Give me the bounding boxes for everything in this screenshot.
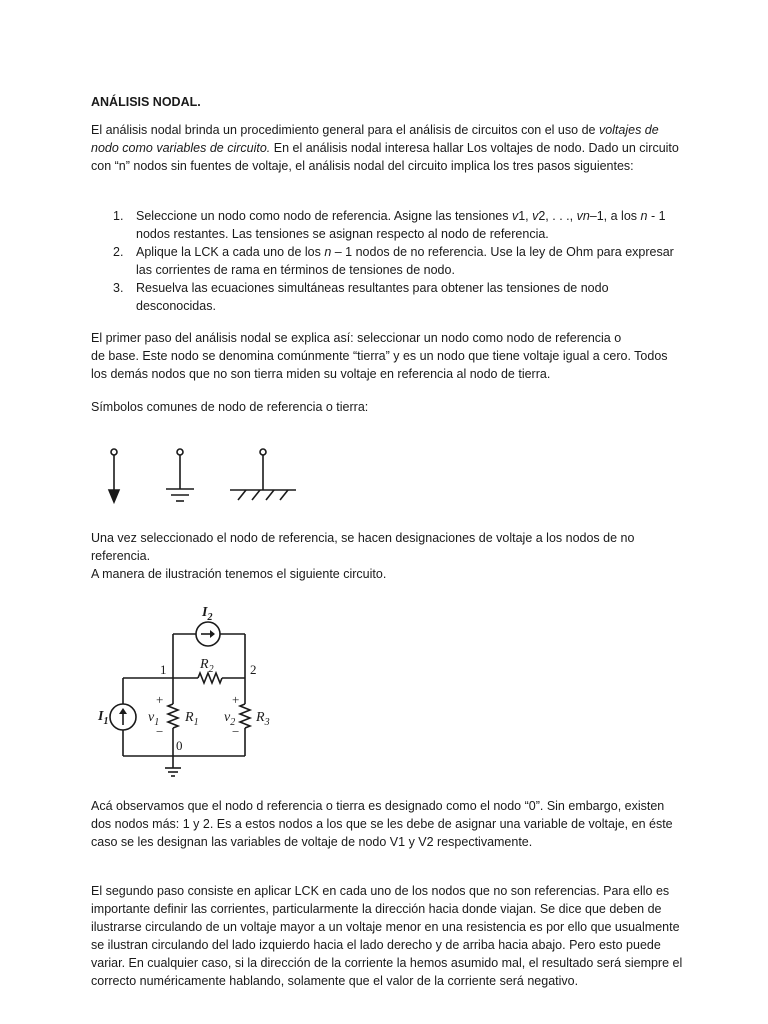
first-step-line: El primer paso del análisis nodal se explica así: seleccionar un nodo como nodo de referencia o [91,331,622,345]
illustration-text: A manera de ilustración tenemos el siguiente circuito. [91,567,387,581]
ground-symbols-figure [100,440,310,510]
node-label-1: 1 [160,662,167,677]
node-label-0: 0 [176,738,183,753]
steps-list [91,207,681,315]
label-i2: $I_2$ [202,605,213,623]
list-item-number: 2. [113,245,124,259]
step-text: Aplique la LCK a cada uno de los [136,245,325,259]
label-r2: $R_2$ [200,657,214,675]
step-text: 2, . . ., [538,209,577,223]
resistor-r1 [168,704,178,728]
step-text: 1, [518,209,533,223]
intro-emphasis: voltajes de nodo como variables de circuito. [91,123,659,155]
step-var: n [324,245,332,259]
arrowhead-i1 [119,708,127,714]
observation-paragraph: Acá observamos que el nodo d referencia o tierra es designado como el nodo “0”. Sin embargo, existen dos nodos más: 1 y 2. Es a estos nodos a los que se les debe de asignar una variable de voltaje, en éste caso se les designan las variables de voltaje de nodo V1 y V2 respectivamente. [91,799,673,849]
intro-paragraph [91,121,683,175]
step-var: v [532,209,539,223]
list-item [91,243,681,279]
minus-sign-v1: − [156,724,164,739]
step-text: Seleccione un nodo como nodo de referencia. Asigne las tensiones [136,209,512,223]
step-text: Resuelva las ecuaciones simultáneas resultantes para obtener las tensiones de nodo desconocidas. [136,281,609,313]
designation-paragraph [91,529,683,583]
step-text: –1, a los [589,209,641,223]
label-v2: $v_2$ [224,710,236,728]
step-var: n [640,209,648,223]
circuit-diagram [90,598,290,784]
list-item [91,207,681,243]
first-step-paragraph [91,329,683,383]
symbols-title: Símbolos comunes de nodo de referencia o tierra: [91,400,369,414]
label-v1: $v_1$ [148,710,160,728]
list-item-number: 1. [113,209,124,223]
intro-text-part2: En el análisis nodal interesa hallar Los voltajes de nodo. Dado un circuito con “n” nodos sin fuentes de voltaje, el análisis nodal del circuito implica los tres pasos siguientes: [91,141,679,173]
second-step-paragraph: El segundo paso consiste en aplicar LCK en cada uno de los nodos que no son referencias. Para ello es importante definir las corrientes, particularmente la dirección hacia donde viajan. Se dice que deben de ilustrarse circulando de un voltaje mayor a un voltaje menor en una resistencia es por ello que usualmente se ilustran circulando del lado izquierdo hacia el lado derecho y de arriba hacia abajo. Pero esto puede variar. En cualquier caso, si la dirección de la corriente la hemos asumido mal, el resultado será siempre el correcto numéricamente hablando, solamente que el valor de la corriente será negativo. [91,884,683,988]
minus-sign-v2: − [232,724,240,739]
node-label-2: 2 [250,662,257,677]
plus-sign-v2: + [232,692,240,707]
ground-symbol-arrow [109,449,119,502]
list-item-number: 3. [113,281,124,295]
step-var: v [511,209,519,223]
step-text: – 1 nodos de no referencia. Use la ley de Ohm para expresar las corrientes de rama en términos de tensiones de nodo. [136,245,674,277]
arrowhead-i2 [210,630,215,638]
step-var: vn [576,209,590,223]
label-i1: $I_1$ [98,709,109,727]
plus-sign-v1: + [156,692,164,707]
ground-symbol-chassis [230,449,296,500]
label-r1: $R_1$ [185,710,199,728]
first-step-line: de base. Este nodo se denomina comúnmente “tierra” y es un nodo que tiene voltaje igual a cero. Todos los demás nodos que no son tierra miden su voltaje en referencia al nodo de tierra. [91,349,668,381]
ground-symbol-earth [166,449,194,501]
label-r3: $R_3$ [256,710,270,728]
list-item [91,279,681,315]
intro-text-part1: El análisis nodal brinda un procedimiento general para el análisis de circuitos con el uso de [91,123,599,137]
document-title: ANÁLISIS NODAL. [91,95,201,109]
step-text: - 1 nodos restantes. Las tensiones se asignan respecto al nodo de referencia. [136,209,666,241]
designation-text: Una vez seleccionado el nodo de referencia, se hacen designaciones de voltaje a los nodos de no referencia. [91,531,635,563]
resistor-r3 [240,704,250,728]
